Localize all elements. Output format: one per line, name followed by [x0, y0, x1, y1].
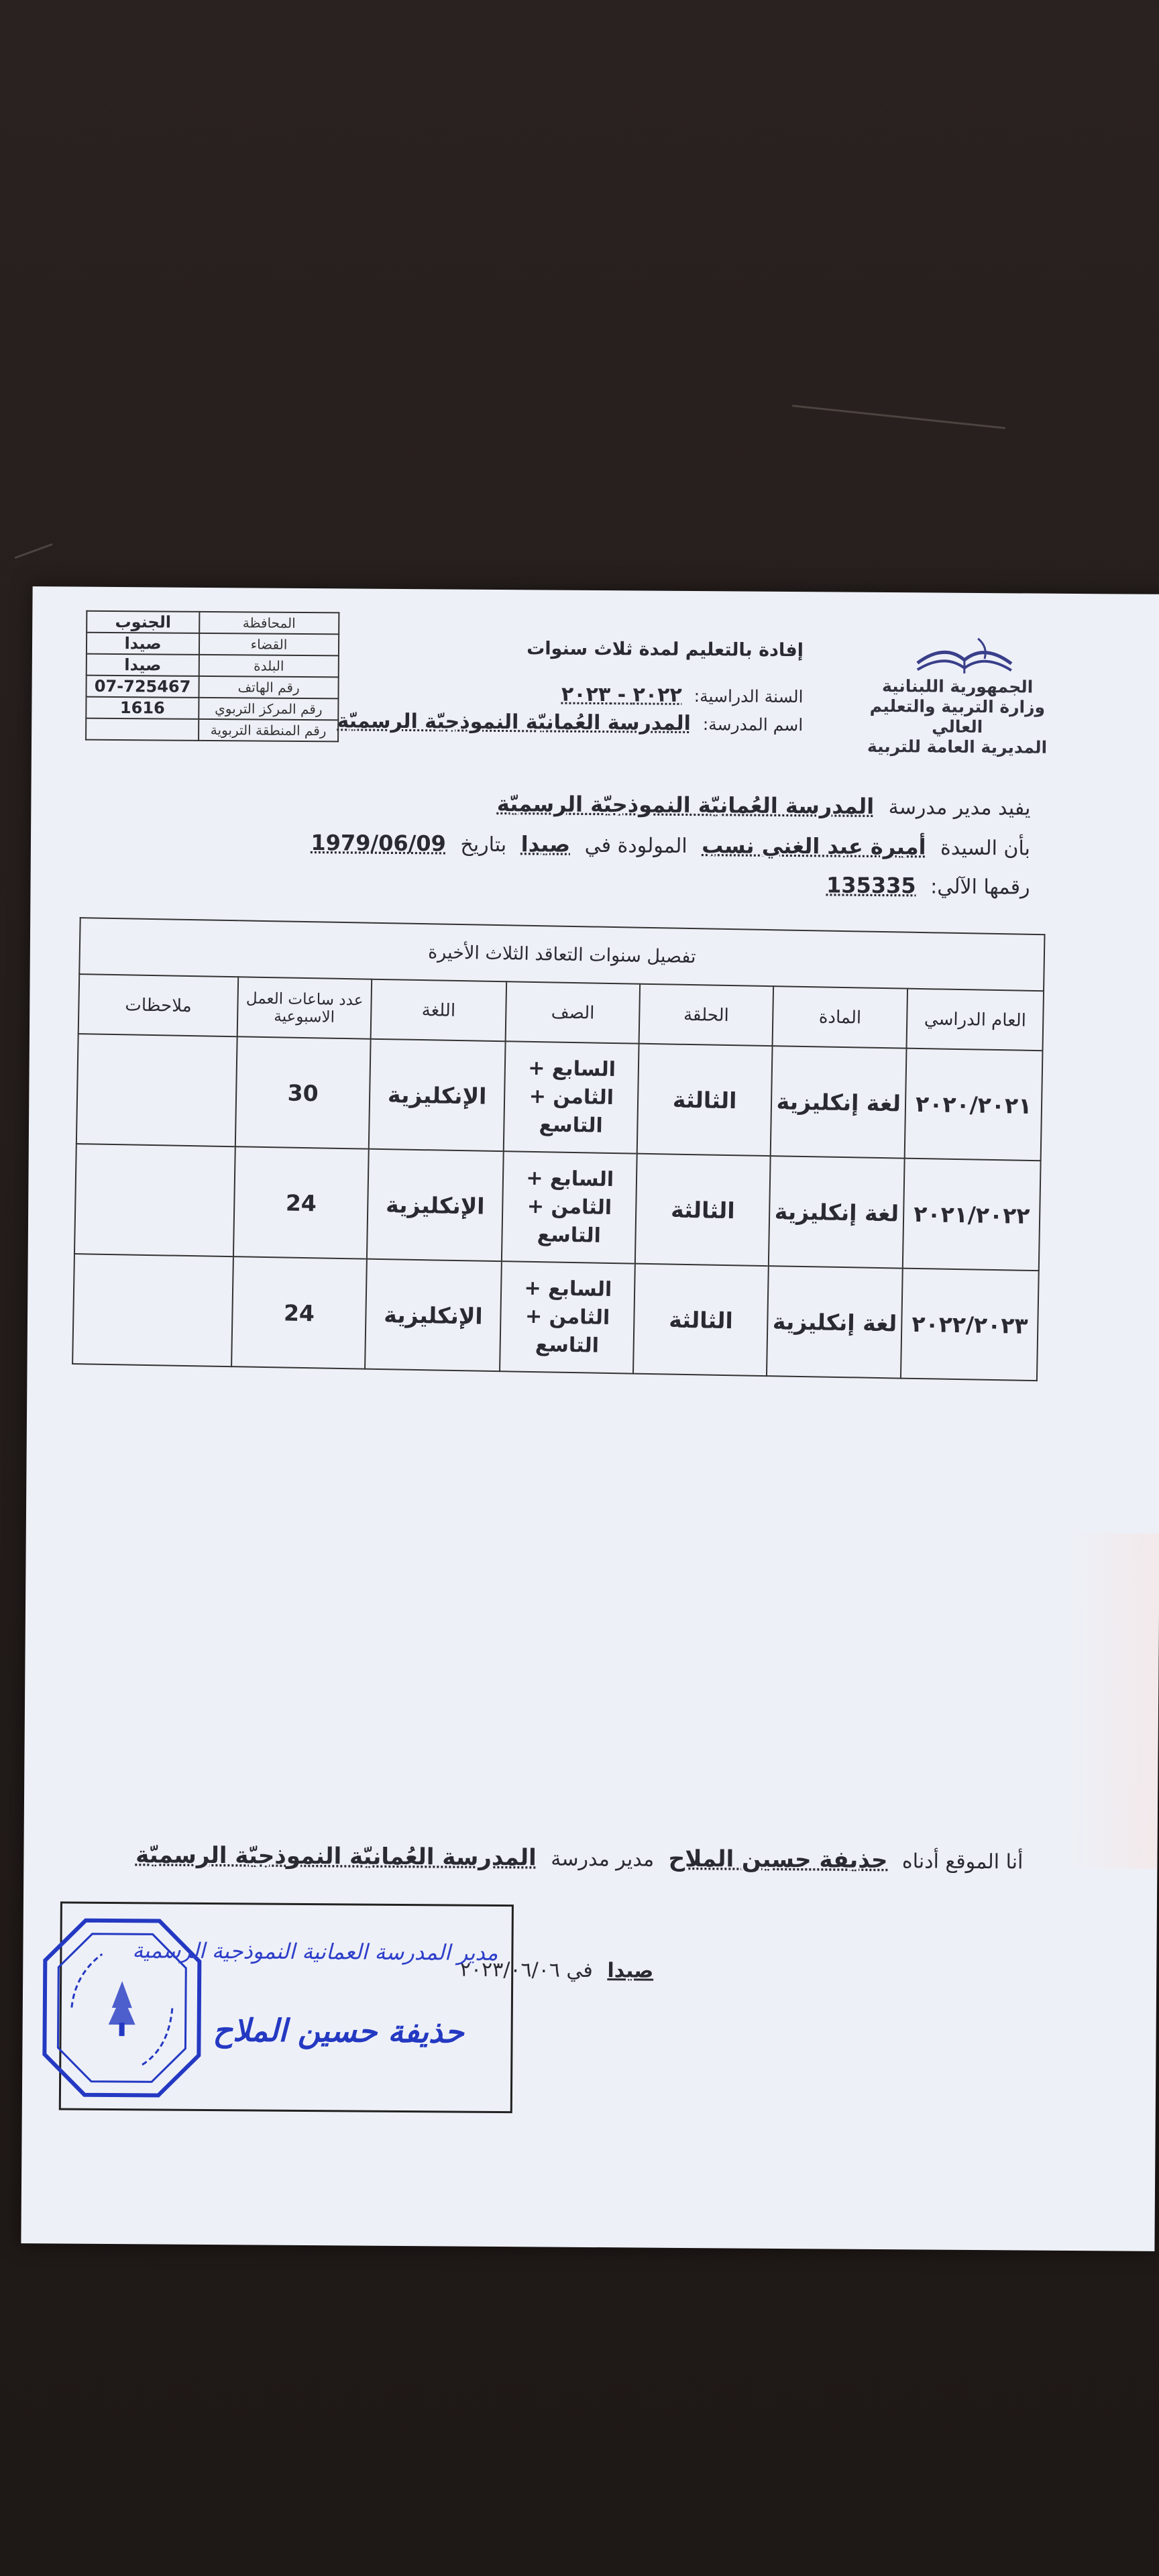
handwritten-signature: حذيفة حسين الملاح	[213, 2012, 464, 2050]
academic-year-line	[561, 683, 804, 708]
col-header-notes: ملاحظات	[78, 974, 239, 1036]
document-title: إفادة بالتعليم لمدة ثلاث سنوات	[527, 638, 804, 661]
born-label: المولودة في	[584, 833, 687, 858]
academic-year-label: السنة الدراسية:	[694, 686, 804, 707]
birth-date: 1979/06/09	[311, 830, 447, 857]
table-scratch	[792, 405, 1006, 429]
info-label: رقم المركز التربوي	[199, 698, 338, 720]
info-value: صيدا	[87, 654, 199, 676]
cell-language: الإنكليزية	[367, 1149, 504, 1261]
body-line-2	[302, 830, 1030, 861]
cell-cycle: الثالثة	[635, 1154, 771, 1266]
cell-class: السابع + الثامن + التاسع	[504, 1041, 639, 1153]
issue-place: صيدا	[607, 1959, 654, 1983]
cell-subject: لغة إنكليزية	[769, 1156, 905, 1268]
info-label: رقم المنطقة التربوية	[199, 719, 338, 741]
cell-language: الإنكليزية	[365, 1259, 502, 1371]
stamp-signature-box	[59, 1901, 514, 2113]
info-label: القضاء	[199, 633, 339, 655]
info-value: 1616	[86, 697, 199, 719]
stamp-text-line: مدير المدرسة العمانية النموذجية الرسمية	[132, 1937, 498, 1966]
cell-cycle: الثالثة	[633, 1264, 769, 1376]
info-value: 07-725467	[86, 676, 199, 698]
info-label: البلدة	[199, 655, 339, 677]
school-name-value: المدرسة العُمانيّة النموذجيّة الرسميّة	[337, 709, 691, 735]
body-school-name: المدرسة العُمانيّة النموذجيّة الرسميّة	[496, 790, 875, 819]
cell-year: ٢٠٢٢/٢٠٢٣	[901, 1269, 1039, 1381]
signature-prefix: أنا الموقع أدناه	[901, 1849, 1024, 1874]
col-header-year: العام الدراسي	[907, 989, 1044, 1051]
table-caption: تفصيل سنوات التعاقد الثلاث الأخيرة	[79, 918, 1044, 991]
birth-place: صيدا	[520, 831, 571, 857]
info-row	[87, 611, 339, 635]
location-info-table	[85, 610, 339, 743]
table-row	[74, 1144, 1041, 1271]
ministry-header	[857, 676, 1058, 758]
ministry-line: المديرية العامة للتربية	[867, 736, 1048, 757]
signature-statement	[127, 1841, 1023, 1874]
cell-year: ٢٠٢١/٢٠٢٢	[903, 1159, 1041, 1271]
cell-class: السابع + الثامن + التاسع	[500, 1261, 635, 1373]
info-value	[86, 718, 199, 741]
body-line-1	[489, 791, 1031, 820]
info-label: المحافظة	[199, 612, 339, 634]
body-line1-prefix: يفيد مدير مدرسة	[888, 796, 1031, 820]
cell-hours: 30	[235, 1036, 371, 1148]
school-name-line	[337, 709, 803, 736]
certificate-paper	[21, 586, 1159, 2251]
info-row	[86, 697, 338, 720]
cell-subject: لغة إنكليزية	[767, 1266, 903, 1378]
info-label: رقم الهاتف	[199, 676, 338, 698]
body-line-3	[818, 872, 1030, 899]
info-value: صيدا	[87, 633, 199, 655]
col-header-cycle: الحلقة	[639, 984, 773, 1046]
col-header-hours: عدد ساعات العمل الاسبوعية	[237, 977, 372, 1038]
table-scratch	[14, 543, 52, 559]
info-value: الجنوب	[87, 611, 199, 633]
col-header-subject: المادة	[773, 986, 908, 1048]
cell-cycle: الثالثة	[637, 1044, 773, 1156]
col-header-language: اللغة	[370, 979, 506, 1042]
col-header-class: الصف	[506, 981, 640, 1043]
contract-years-table	[72, 917, 1045, 1381]
light-reflection	[1070, 1533, 1159, 1869]
info-row	[87, 654, 339, 678]
info-row	[86, 676, 338, 699]
teacher-name: أميرة عبد الغني نسب	[702, 833, 926, 860]
id-label: رقمها الآلي:	[930, 875, 1030, 900]
cell-notes	[72, 1254, 233, 1366]
table-row	[76, 1034, 1043, 1161]
cell-subject: لغة إنكليزية	[771, 1046, 907, 1158]
school-name-label: اسم المدرسة:	[702, 714, 804, 735]
ministry-line: الجمهورية اللبنانية	[881, 676, 1034, 697]
academic-year-value: ٢٠٢٢ - ٢٠٢٣	[561, 682, 682, 707]
id-value: 135335	[826, 872, 916, 899]
cell-language: الإنكليزية	[369, 1039, 506, 1151]
issue-date: ٢٠٢٣/٠٦/٠٦	[459, 1957, 561, 1982]
director-role: مدير مدرسة	[551, 1847, 655, 1872]
cell-year: ٢٠٢٠/٢٠٢١	[905, 1049, 1043, 1161]
table-row	[72, 1254, 1039, 1381]
signature-school: المدرسة العُمانيّة النموذجيّة الرسميّة	[135, 1841, 537, 1872]
info-row	[87, 633, 339, 656]
body-line2-prefix: بأن السيدة	[940, 836, 1031, 861]
issue-date-label: في	[566, 1958, 593, 1983]
cell-class: السابع + الثامن + التاسع	[502, 1151, 637, 1263]
cell-hours: 24	[233, 1146, 369, 1258]
cell-notes	[76, 1034, 237, 1146]
cell-notes	[74, 1144, 235, 1256]
director-name: حذيفة حسين الملاح	[668, 1845, 888, 1874]
info-row	[86, 718, 338, 742]
cell-hours: 24	[231, 1256, 367, 1368]
official-seal-icon	[34, 1907, 210, 2109]
ministry-line: وزارة التربية والتعليم العالي	[869, 696, 1046, 737]
birth-date-label: بتاريخ	[460, 833, 507, 857]
